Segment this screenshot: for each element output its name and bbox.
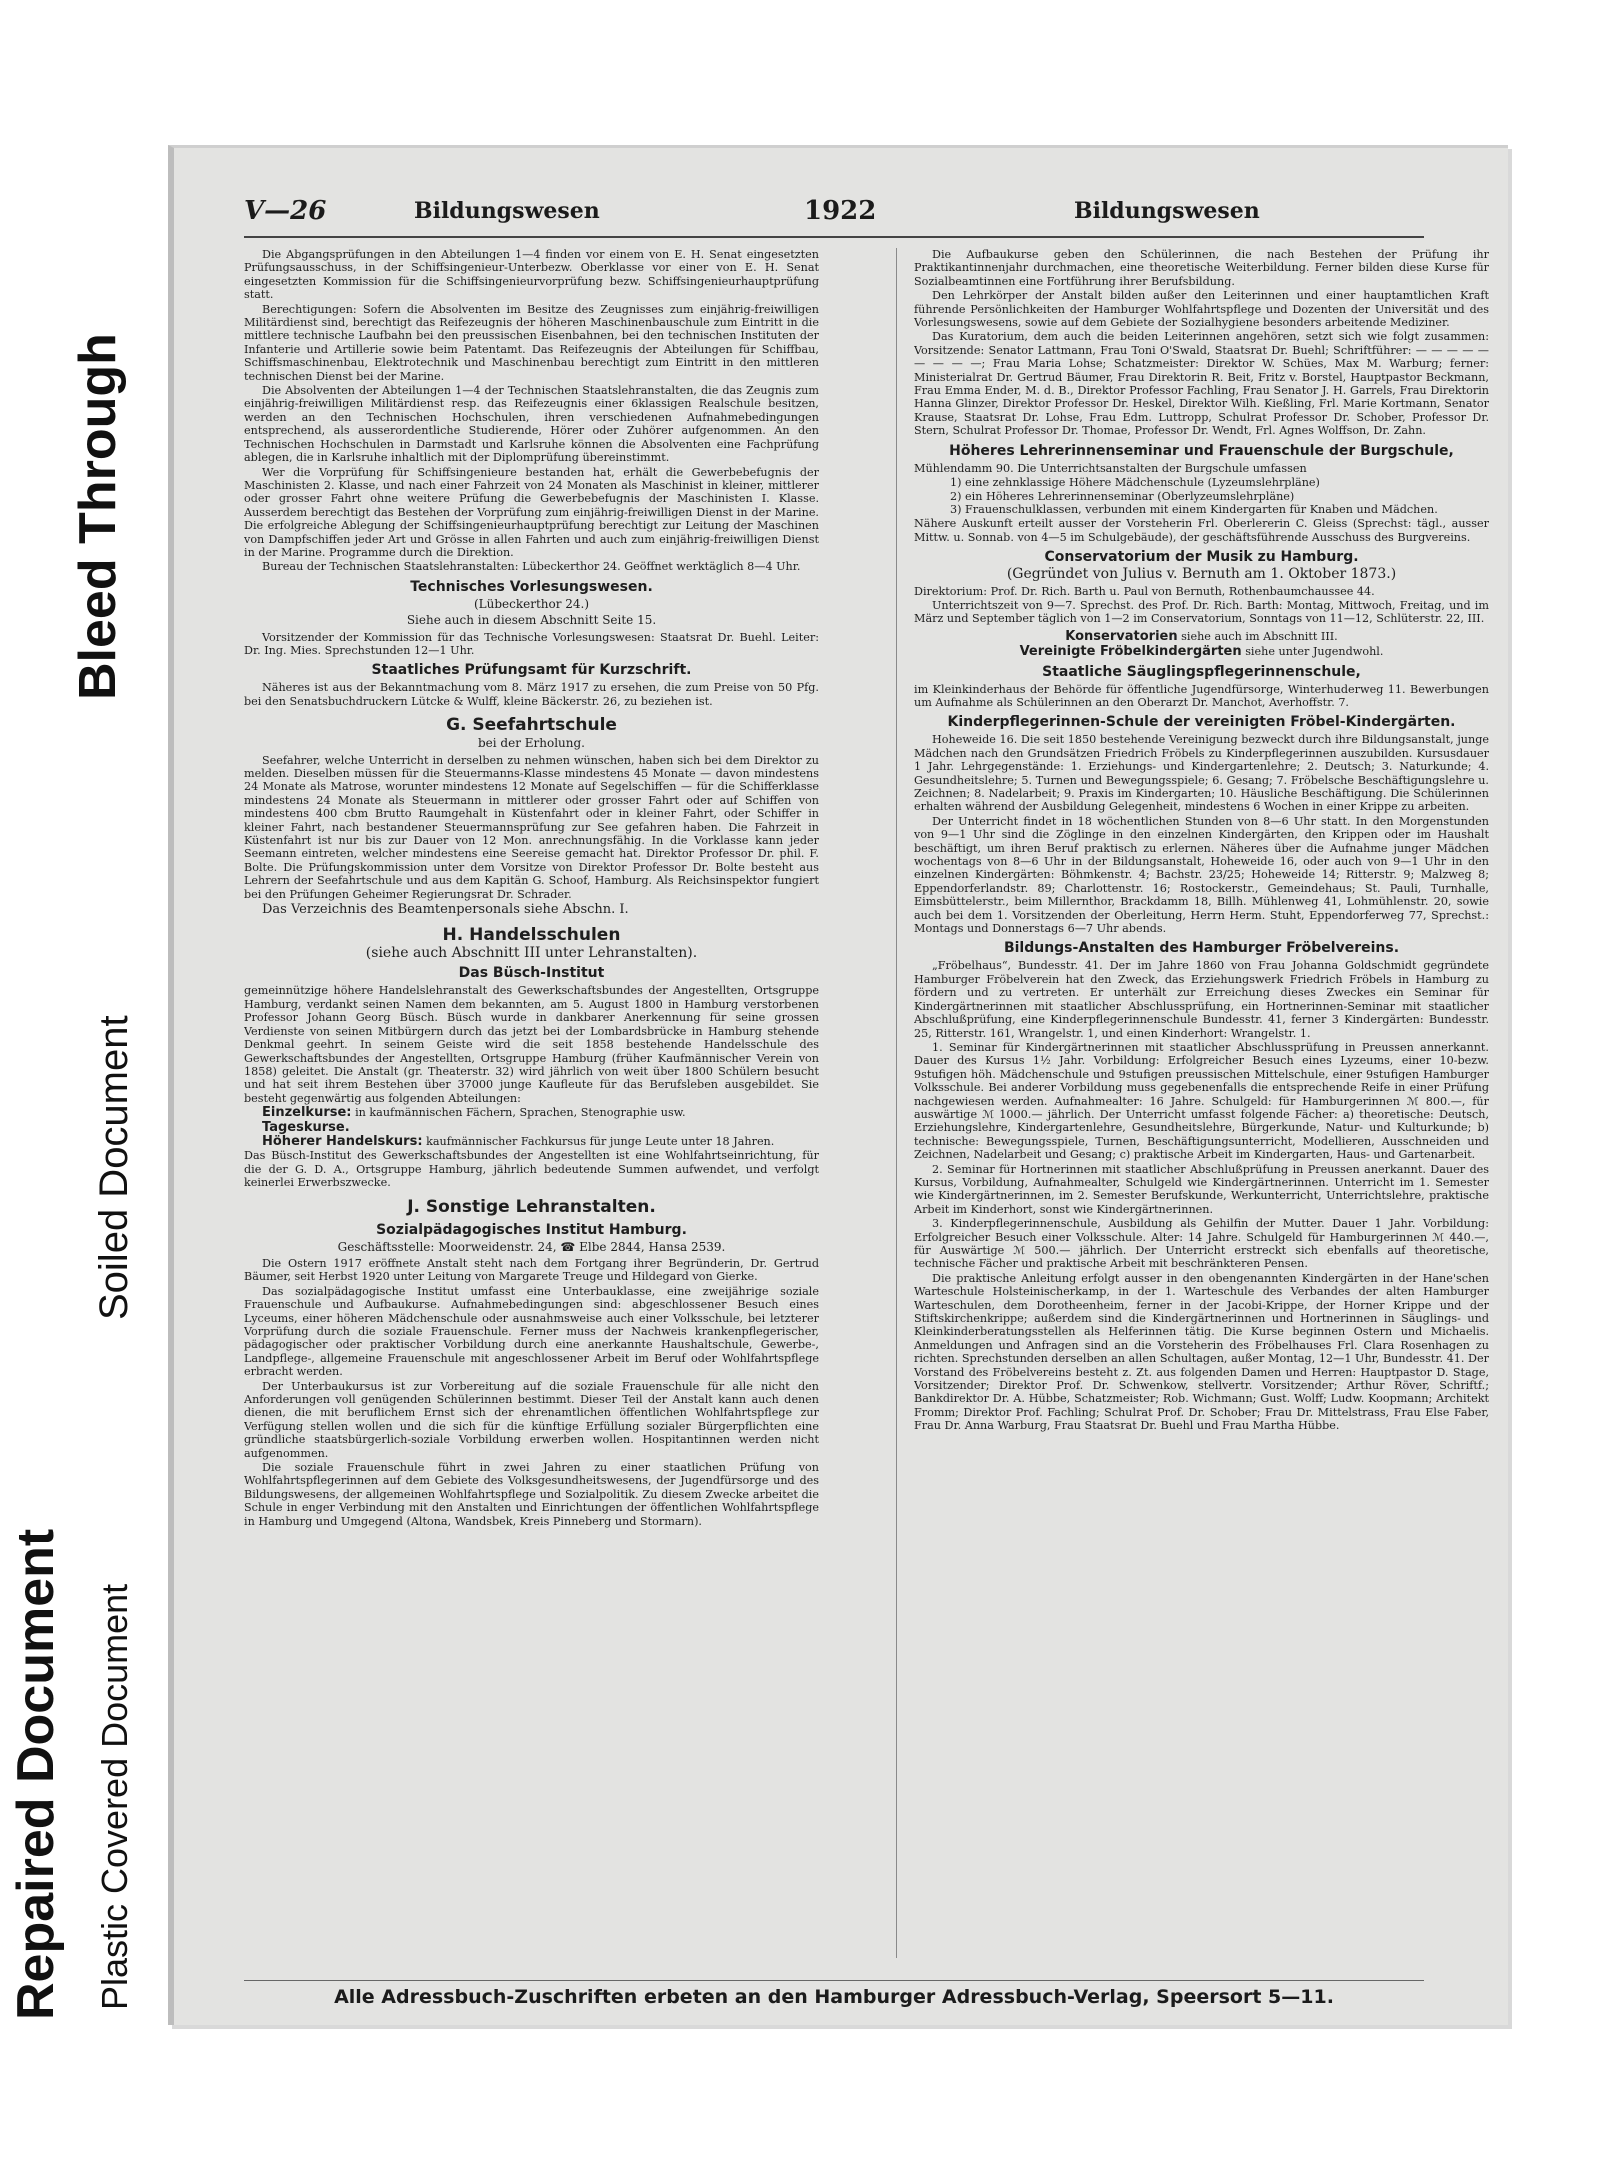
section-heading: G. Seefahrtschule: [446, 715, 617, 736]
runin-text: in kaufmännischen Fächern, Sprachen, Stenographie usw.: [355, 1106, 686, 1120]
side-label-strip: [0, 0, 160, 2177]
list-item: 1) eine zehnklassige Höhere Mädchenschule (Lyzeumslehrpläne): [950, 476, 1320, 490]
paragraph: Das Kuratorium, dem auch die beiden Leiterinnen angehören, setzt sich wie folgt zusammen: Vorsitzende: Senator Lattmann, Frau Toni O'Swald, Staatsrat Dr. Buehl; Schriftführer: — — — — — — — — —; Frau Maria Lohse; Schatzmeister: Direktor W. Schües, Max M. Warburg; ferner: Ministerialrat Dr. Gertrud Bäumer, Frau Direktorin R. Beit, Fritz v. Borstel, Hauptpastor Beckmann, Frau Emma Ender, M. d. B., Direktor Professor Fachling, Frau Senator J. H. Garrels, Frau Direktorin Hanna Glinzer, Direktor Professor Dr. Heskel, Direktor Wilh. Kießling, Frl. Marie Kortmann, Senator Krause, Staatsrat Dr. Lohse, Frau Edm. Luttropp, Schulrat Professor Dr. Schober, Professor Dr. Stern, Schulrat Professor Dr. Thomae, Professor Dr. Wendt, Frl. Agnes Wolffson, Dr. Zahn.: [914, 330, 1489, 438]
runin-text: kaufmännischer Fachkursus für junge Leute unter 18 Jahren.: [426, 1134, 775, 1148]
paragraph: Die Abgangsprüfungen in den Abteilungen 1—4 finden vor einem von E. H. Senat eingesetzten Prüfungsausschuss, in der Schiffsingenieur-Unterbezw. Oberklasse vor einer von E. H. Senat eingesetzten Kommission für die Schiffsingenieurvorprüfung bezw. Schiffsingenieurhauptprüfung statt.: [244, 248, 819, 302]
label-bleed-through: Bleed Through: [69, 333, 127, 700]
section-heading: Technisches Vorlesungswesen.: [410, 578, 653, 595]
section-heading: Das Büsch-Institut: [458, 965, 605, 982]
paragraph: Das Verzeichnis des Beamtenpersonals siehe Abschn. I.: [262, 902, 629, 918]
list-item: 3) Frauenschulklassen, verbunden mit einem Kindergarten für Knaben und Mädchen.: [950, 502, 1438, 516]
column-divider: [896, 248, 897, 1958]
runin-label: Höherer Handelskurs:: [262, 1133, 423, 1149]
footer-rule: [244, 1980, 1424, 1981]
paragraph: Die soziale Frauenschule führt in zwei Jahren zu einer staatlichen Prüfung von Wohlfahrtspflegerinnen auf dem Gebiete des Volksgesundheitswesens, der Jugendfürsorge und des Bildungswesens, der allgemeinen Wohlfahrtspflege und Sozialpolitik. Zu diesem Zwecke arbeitet die Schule in enger Verbindung mit den Anstalten und Einrichtungen der öffentlichen Wohlfahrtspflege in Hamburg und Umgegend (Altona, Wandsbek, Kreis Pinneberg und Stormarn).: [244, 1461, 819, 1528]
paragraph: Das sozialpädagogische Institut umfasst eine Unterbauklasse, eine zweijährige soziale Frauenschule und Aufbaukurse. Aufnahmebedingungen sind: abgeschlossener Besuch eines Lyceums, einer höheren Mädchenschule oder ausnahmsweise auch einer Volksschule, bei letzterer Vorprüfung durch die soziale Frauenschule. Ferner muss der Nachweis krankenpflegerischer, pädagogischer oder praktischer Vorbildung durch eine anerkannte Haushaltschule, Gewerbe-, Landpflege-, allgemeine Frauenschule mit angeschlossener Arbeit im Beruf oder Wohlfahrtspflege erbracht werden.: [244, 1284, 819, 1379]
paragraph: Der Unterricht findet in 18 wöchentlichen Stunden von 8—6 Uhr statt. In den Morgenstunden von 9—1 Uhr sind die Zöglinge in den einzelnen Kindergärten, den Krippen oder im Haushalt beschäftigt, um ihren Beruf praktisch zu erlernen. Näheres über die Aufnahme junger Mädchen wochentags von 8—6 Uhr in der Bildungsanstalt, Hoheweide 16, oder auch von 9—1 Uhr in den einzelnen Kindergärten: Böhmkenstr. 4; Bachstr. 23/25; Hoheweide 14; Ritterstr. 9; Malzweg 8; Eppendorferlandstr. 89; Charlottenstr. 16; Rostockerstr., Gemeindehaus; St. Pauli, Turnhalle, Eimsbüttelerstr., beim Millernthor, Brackdamm 18, Billh. Mühlenweg 41, Lohmühlenstr. 20, sowie auch bei dem 1. Vorsitzenden der Oberleitung, Herrn Herm. Stuht, Eppendorferweg 77, Sprechst.: Montags und Donnerstags 6—7 Uhr abends.: [914, 814, 1489, 936]
paragraph: Wer die Vorprüfung für Schiffsingenieure bestanden hat, erhält die Gewerbebefugnis der Maschinisten 2. Klasse, und nach einer Fahrzeit von 24 Monaten als Maschinist in kleiner, mittlerer oder grosser Fahrt ohne weitere Prüfung die Gewerbebefugnis der Maschinisten I. Klasse. Ausserdem berechtigt das Bestehen der Vorprüfung zum einjährig-freiwilligen Dienst in der Marine. Die erfolgreiche Ablegung der Schiffsingenieurhauptprüfung berechtigt zur Leitung der Maschinen von Dampfschiffen jeder Art und Grösse in allen Fahrten und auch zum einjährig-freiwilligen Dienst in der Marine. Programme durch die Direktion.: [244, 465, 819, 559]
section-heading: Vereinigte Fröbelkindergärten: [1019, 644, 1242, 660]
section-subheading: (siehe auch Abschnitt III unter Lehranstalten).: [365, 945, 698, 962]
header-year: 1922: [804, 196, 877, 226]
paragraph: Näheres ist aus der Bekanntmachung vom 8. März 1917 zu ersehen, die zum Preise von 50 Pfg. bei den Senatsbuchdruckern Lütcke & Wulff, kleine Bäckerstr. 26, zu beziehen ist.: [244, 681, 819, 708]
paragraph: Bureau der Technischen Staatslehranstalten: Lübeckerthor 24. Geöffnet werktäglich 8—4 Uhr.: [262, 560, 801, 574]
label-repaired-document: Repaired Document: [7, 1528, 65, 2020]
list-item: 2) ein Höheres Lehrerinnenseminar (Oberlyzeumslehrpläne): [950, 489, 1295, 503]
header-rule: [244, 236, 1424, 238]
section-heading: Höheres Lehrerinnenseminar und Frauenschule der Burgschule,: [949, 442, 1454, 459]
paragraph: Unterrichtszeit von 9—7. Sprechst. des Prof. Dr. Rich. Barth: Montag, Mittwoch, Freitag, und im März und September täglich von 1—2 im Conservatorium, Sonntags von 11—12, Schlüterstr. 22, III.: [914, 598, 1489, 626]
paragraph: 2. Seminar für Hortnerinnen mit staatlicher Abschlußprüfung in Preussen anerkannt. Dauer des Kursus, Vorbildung, Aufnahmealter, Schulgeld wie Kindergärtnerinnen. Unterricht im 1. Semester wie Kindergärtnerinnen, im 2. Semester Berufskunde, Werkunterricht, Unterrichtslehre, praktische Arbeit im Kinderhort, sonst wie Kindergärtnerinnen.: [914, 1162, 1489, 1216]
page-footer: Alle Adressbuch-Zuschriften erbeten an den Hamburger Adressbuch-Verlag, Speersort 5—11.: [334, 1986, 1334, 2008]
section-heading: Conservatorium der Musik zu Hamburg.: [1044, 549, 1359, 566]
section-heading: Kinderpflegerinnen-Schule der vereinigten Fröbel-Kindergärten.: [947, 714, 1456, 731]
section-heading: Sozialpädagogisches Institut Hamburg.: [376, 1221, 687, 1238]
paragraph: Hoheweide 16. Die seit 1850 bestehende Vereinigung bezweckt durch ihre Bildungsanstalt, junge Mädchen nach den Grundsätzen Friedrich Fröbels zu Kinderpflegerinnen auszubilden. Kursusdauer 1 Jahr. Lehrgegenstände: 1. Erziehungs- und Kindergartenlehre; 2. Deutsch; 3. Naturkunde; 4. Gesundheitslehre; 5. Turnen und Bewegungsspiele; 6. Gesang; 7. Fröbelsche Beschäftigungslehre u. Zeichnen; 8. Nadelarbeit; 9. Praxis im Kindergarten; 10. Häusliche Beschäftigung. Die Schülerinnen erhalten während der Ausbildung Gelegenheit, mindestens 6 Wochen in einer Krippe zu arbeiten.: [914, 733, 1489, 814]
section-subheading: (Lübeckerthor 24.): [473, 596, 590, 611]
header-title-left: Bildungswesen: [414, 198, 600, 224]
runin-label: Tageskurse.: [262, 1119, 350, 1135]
paragraph: Die praktische Anleitung erfolgt ausser in den obengenannten Kindergärten in der Hane'schen Warteschule Holsteinischerkamp, in der 1. Warteschule des Verbandes der alten Hamburger Warteschulen, dem Dorotheenheim, ferner in der Jacobi-Krippe, der Horner Krippe und der Stiftskirchenkrippe; außerdem sind die Kindergärtnerinnen und Hortnerinnen in Säuglings- und Kleinkinderberatungsstellen als Helferinnen tätig. Die Kurse beginnen Ostern und Michaelis. Anmeldungen und Anfragen sind an die Vorsteherin des Fröbelhauses Frl. Clara Rosenhagen zu richten. Sprechstunden derselben an allen Schultagen, außer Montag, 12—1 Uhr, Bundesstr. 41. Der Vorstand des Fröbelvereins besteht z. Zt. aus folgenden Damen und Herren: Hauptpastor D. Stage, Vorsitzender; Direktor Prof. Dr. Schwenkow, stellvertr. Vorsitzender; Arthur Röver, Schriftf.; Bankdirektor Dr. A. Hübbe, Schatzmeister; Rob. Wichmann; Gust. Wolff; Ludw. Koopmann; Architekt Fromm; Direktor Prof. Fachling; Schulrat Prof. Dr. Schober; Frau Dr. Mittelstrass, Frau Else Faber, Frau Dr. Anna Warburg, Frau Staatsrat Dr. Buehl und Frau Martha Hübbe.: [914, 1271, 1489, 1433]
heading-note: siehe unter Jugendwohl.: [1245, 645, 1384, 659]
paragraph: Nähere Auskunft erteilt ausser der Vorsteherin Frl. Oberlererin C. Gleiss (Sprechst: tägl., ausser Mittw. u. Sonnab. von 4—5 im Schulgebäude), der geschäftsführende Ausschuss des Burgvereins.: [914, 517, 1489, 544]
paragraph: Die Ostern 1917 eröffnete Anstalt steht nach dem Fortgang ihrer Begründerin, Dr. Gertrud Bäumer, seit Herbst 1920 unter Leitung von Margarete Treuge und Hildegard von Gierke.: [244, 1256, 819, 1284]
page-number: V—26: [244, 196, 327, 226]
header-title-right: Bildungswesen: [1074, 198, 1260, 224]
section-note: Siehe auch in diesem Abschnitt Seite 15.: [406, 613, 657, 628]
section-subheading: Geschäftsstelle: Moorweidenstr. 24, ☎ Elbe 2844, Hansa 2539.: [337, 1239, 726, 1254]
runin-label: Einzelkurse:: [262, 1105, 352, 1121]
paragraph: Mühlendamm 90. Die Unterrichtsanstalten der Burgschule umfassen: [914, 461, 1307, 475]
list-item: [244, 1121, 819, 1134]
paragraph: 1. Seminar für Kindergärtnerinnen mit staatlicher Abschlussprüfung in Preussen annerkannt. Dauer des Kursus 1½ Jahr. Vorbildung: Erfolgreicher Besuch eines Lyzeums, einer 10-bezw. 9stufigen höh. Mädchenschule und 9stufigen preussischen Mittelschule, einer 9stufigen Hamburger Volksschule. Bei anderer Vorbildung muss gegebenenfalls die entsprechende Reife in einer Prüfung nachgewiesen werden. Aufnahmealter: 16 Jahre. Schulgeld: für Hamburgerinnen ℳ 800.—, für auswärtige ℳ 1000.— jährlich. Der Unterricht umfasst folgende Fächer: a) theoretische: Deutsch, Erziehungslehre, Kindergartenlehre, Gesundheitslehre, Bürgerkunde, Natur- und Kulturkunde; b) technische: Bewegungsspiele, Turnen, Beschäftigungsunterricht, Modellieren, Ausschneiden und Zeichnen, Nadelarbeit und Gesang; c) praktische Arbeit im Kindergarten, Haus- und Gartenarbeit.: [914, 1040, 1489, 1162]
right-column: [914, 248, 1489, 1968]
heading-note: siehe auch im Abschnitt III.: [1181, 629, 1338, 643]
paragraph: „Fröbelhaus“, Bundesstr. 41. Der im Jahre 1860 von Frau Johanna Goldschmidt gegründete Hamburger Fröbelverein hat den Zweck, das Erziehungswerk Friedrich Fröbels in Hamburg zu fördern und zu vertreten. Er unterhält zur Erreichung dieses Zweckes ein Seminar für Kindergärtnerinnen mit staatlicher Abschlussprüfung, ein Hortnerinnen-Seminar mit staatlicher Abschlußprüfung, eine Kinderpflegerinnenschule Bundesstr. 41, ferner 3 Kindergärten: Bundesstr. 25, Ritterstr. 161, Wrangelstr. 1, und einen Kinderhort: Wrangelstr. 1.: [914, 959, 1489, 1040]
paragraph: Direktorium: Prof. Dr. Rich. Barth u. Paul von Bernuth, Rothenbaumchaussee 44.: [914, 584, 1375, 598]
section-heading: Staatliche Säuglingspflegerinnenschule,: [1042, 663, 1361, 680]
section-heading: Staatliches Prüfungsamt für Kurzschrift.: [371, 662, 692, 679]
paragraph: Seefahrer, welche Unterricht in derselben zu nehmen wünschen, haben sich bei dem Direktor zu melden. Dieselben müssen für die Steuermanns-Klasse mindestens 45 Monate — davon mindestens 24 Monate als Matrose, worunter mindestens 12 Monate auf Segelschiffen — für die Schifferklasse mindestens 24 Monate als Steuermann in mittlerer oder grosser Fahrt oder auf Schiffen von mindestens 400 cbm Brutto Raumgehalt in Küstenfahrt oder in kleiner Fahrt, oder Schiffer in kleiner Fahrt, nach bestandener Steuermannsprüfung zur See gefahren haben. Die Fahrzeit in Küstenfahrt ist nur bis zur Dauer von 12 Mon. anrechnungsfähig. In die Vorklasse kann jeder Seemann eintreten, welcher mindestens eine Seereise gemacht hat. Direktor Professor Dr. phil. F. Bolte. Die Prüfungskommission unter dem Vorsitze von Direktor Professor Dr. Bolte besteht aus Lehrern der Seefahrtschule und aus dem Kapitän G. Schoof, Hamburg. Als Reichsinspektor fungiert bei den Prüfungen Geheimer Regierungsrat Dr. Schrader.: [244, 753, 819, 901]
section-heading: Bildungs-Anstalten des Hamburger Fröbelvereins.: [1003, 940, 1400, 957]
left-column: [244, 248, 819, 1968]
paragraph: Berechtigungen: Sofern die Absolventen im Besitze des Zeugnisses zum einjährig-freiwilligen Militärdienst sind, berechtigt das Reifezeugnis der höheren Maschinenbauschule zum Eintritt in die mittlere technische Laufbahn bei den preussischen Eisenbahnen, bei den technischen Instituten der Infanterie und Artillerie sowie beim Patentamt. Das Reifezeugnis der Abteilungen für Schiffbau, Schiffsmaschinenbau, Elektrotechnik und Maschinenbau berechtigt zum Eintritt in den mittleren technischen Dienst bei der Marine.: [244, 302, 819, 383]
paragraph: Den Lehrkörper der Anstalt bilden außer den Leiterinnen und einer hauptamtlichen Kraft führende Persönlichkeiten der Hamburger Wohlfahrtspflege und Dozenten der Universität und des Vorlesungswesens, sowie auf dem Gebiete der Sozialhygiene besonders arbeitende Mediziner.: [914, 289, 1489, 330]
list-item: [244, 1106, 819, 1119]
label-plastic-covered-document: Plastic Covered Document: [94, 1583, 135, 2010]
section-heading: H. Handelsschulen: [442, 925, 621, 946]
paragraph: Die Aufbaukurse geben den Schülerinnen, die nach Bestehen der Prüfung ihr Praktikantinnenjahr durchmachen, eine theoretische Weiterbildung. Ferner bilden diese Kurse für Sozialbeamtinnen eine Fortführung ihrer Berufsbildung.: [914, 248, 1489, 288]
list: [914, 476, 1489, 516]
paragraph: 3. Kinderpflegerinnenschule, Ausbildung als Gehilfin der Mutter. Dauer 1 Jahr. Vorbildung: Erfolgreicher Besuch einer Volksschule. Alter: 14 Jahre. Schulgeld für Hamburgerinnen ℳ 440.—, für Auswärtige ℳ 500.— jährlich. Der Unterricht erstreckt sich ebenfalls auf theoretische, technische Fächer und praktische Arbeit mit beschränkteren Pensen.: [914, 1217, 1489, 1271]
paragraph: Vorsitzender der Kommission für das Technische Vorlesungswesen: Staatsrat Dr. Buehl. Leiter: Dr. Ing. Mies. Sprechstunden 12—1 Uhr.: [244, 630, 819, 657]
list-item: [244, 1135, 819, 1148]
section-subheading: bei der Erholung.: [477, 736, 585, 751]
paragraph: gemeinnützige höhere Handelslehranstalt des Gewerkschaftsbundes der Angestellten, Ortsgruppe Hamburg, verdankt seinen Namen dem bekannten, am 5. August 1800 in Hamburg verstorbenen Professor Johann Georg Büsch. Büsch wurde in dankbarer Anerkennung für seine grossen Verdienste von seinen Mitbürgern durch das jetzt bei der Lombardsbrücke in Hamburg stehende Denkmal geehrt. In seinem Geiste wird die seit 1858 bestehende Handelsschule des Gewerkschaftsbundes der Angestellten, Ortsgruppe Hamburg (früher Kaufmännischer Verein von 1858) geleitet. Die Anstalt (gr. Theaterstr. 32) wird jährlich von weit über 1800 Schülern besucht und hat seit ihrem Bestehen über 37000 junge Kaufleute für das Berufsleben ausgebildet. Sie besteht gegenwärtig aus folgenden Abteilungen:: [244, 984, 819, 1105]
paragraph: Das Büsch-Institut des Gewerkschaftsbundes der Angestellten ist eine Wohlfahrtseinrichtung, für die der G. D. A., Ortsgruppe Hamburg, jährlich bedeutende Summen aufwendet, und verfolgt keinerlei Erwerbszwecke.: [244, 1149, 819, 1190]
paragraph: Der Unterbaukursus ist zur Vorbereitung auf die soziale Frauenschule für alle nicht den Anforderungen voll genügenden Schülerinnen bestimmt. Dieser Teil der Anstalt kann auch denen dienen, die mit beruflichem Ernst sich der ehrenamtlichen öffentlichen Wohlfahrtspflege zur Verfügung stellen wollen und die sich für die künftige Erfüllung sozialer Bürgerpflichten eine gründliche staatsbürgerlich-soziale Vorbildung erwerben wollen. Hospitantinnen werden nicht aufgenommen.: [244, 1379, 819, 1460]
paragraph: im Kleinkinderhaus der Behörde für öffentliche Jugendfürsorge, Winterhuderweg 11. Bewerbungen um Aufnahme als Schülerinnen an den Oberarzt Dr. Manchot, Averhoffstr. 7.: [914, 682, 1489, 709]
section-subheading: (Gegründet von Julius v. Bernuth am 1. Oktober 1873.): [1006, 566, 1397, 583]
section-heading: Konservatorien: [1065, 628, 1178, 644]
heading-line: [914, 630, 1489, 643]
document-page: [168, 145, 1508, 2025]
paragraph: Die Absolventen der Abteilungen 1—4 der Technischen Staatslehranstalten, die das Zeugnis zum einjährig-freiwilligen Militärdienst resp. das Reifezeugnis einer 6klassigen Realschule besitzen, werden an den Technischen Hochschulen, ihren verschiedenen Aufnahmebedingungen entsprechend, als ausserordentliche Studierende, Hörer oder Zuhörer aufgenommen. An den Technischen Hochschulen in Darmstadt und Karlsruhe können die Absolventen eine Fachprüfung ablegen, die in Karlsruhe inhaltlich mit der Diplomprüfung übereinstimmt.: [244, 384, 819, 465]
heading-line: [914, 645, 1489, 658]
label-soiled-document: Soiled Document: [92, 1015, 136, 1320]
section-heading: J. Sonstige Lehranstalten.: [407, 1196, 656, 1217]
page-header: [244, 196, 1424, 230]
